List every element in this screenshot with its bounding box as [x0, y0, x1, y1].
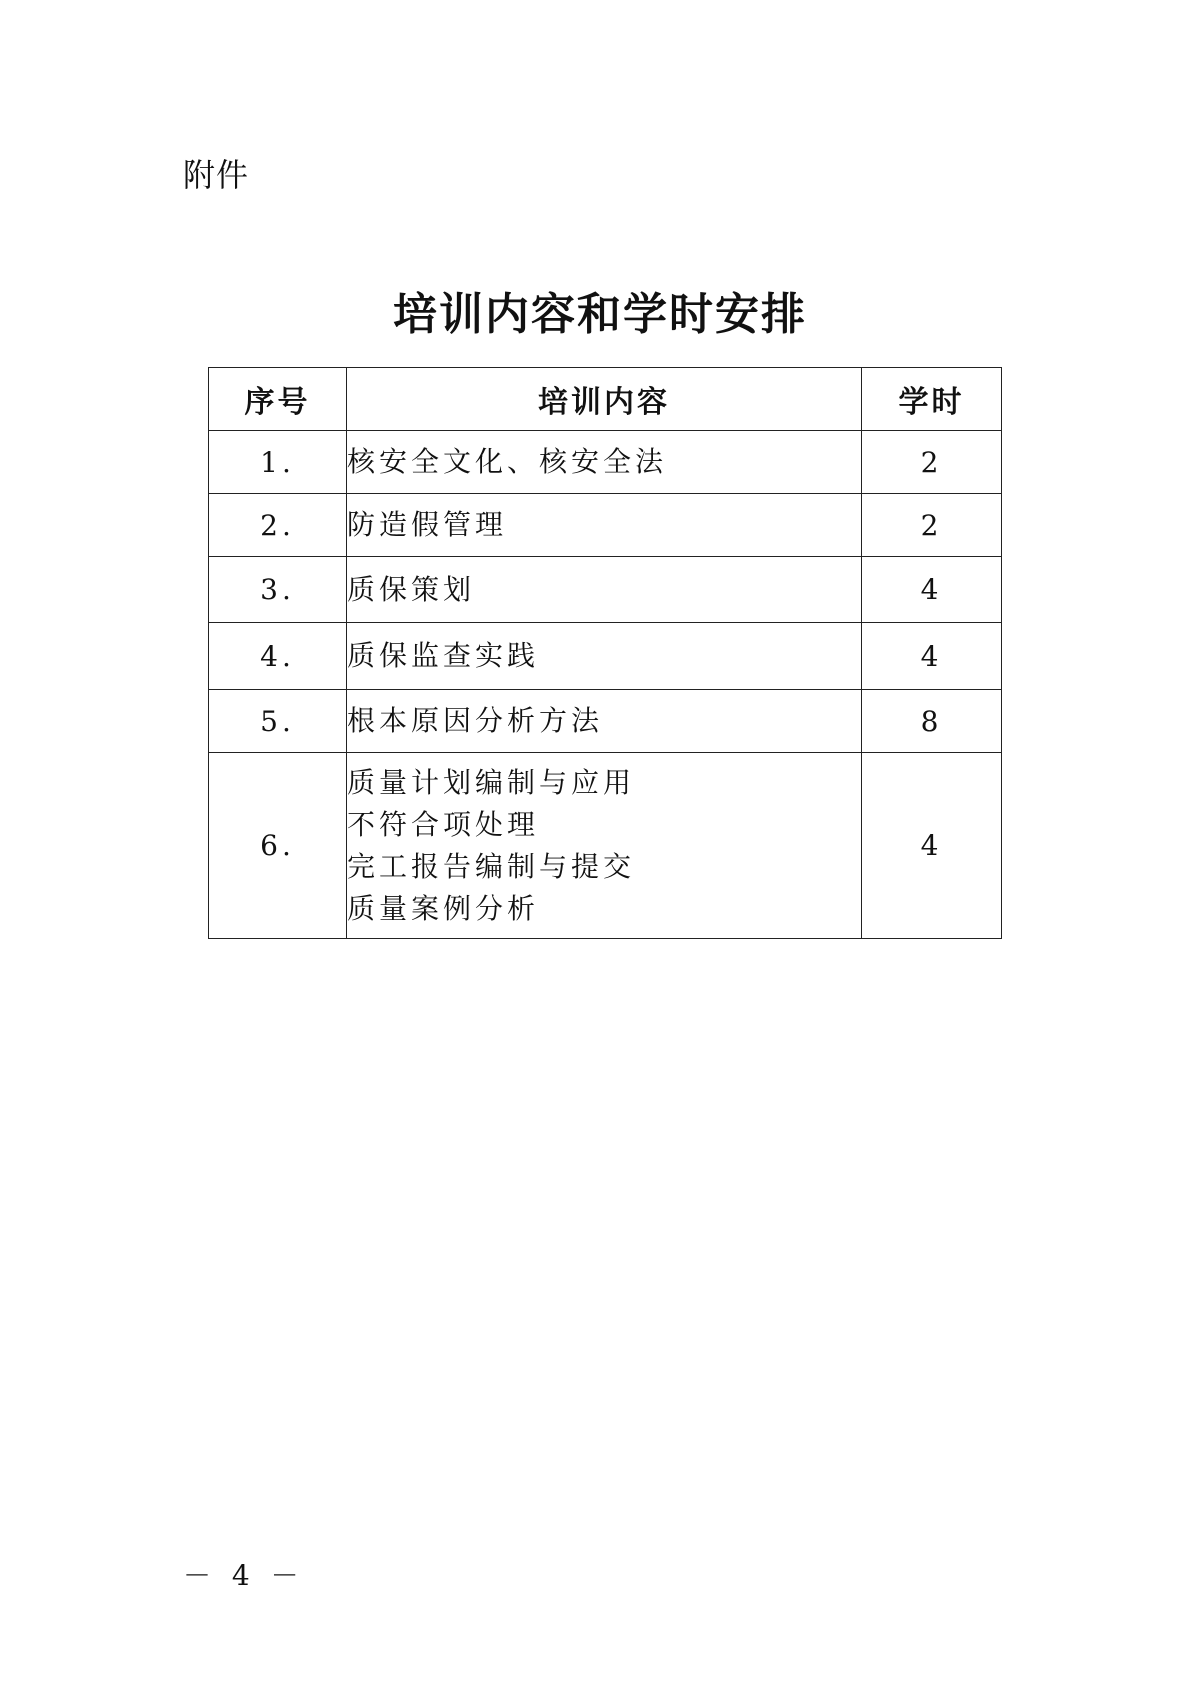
content-line: 根本原因分析方法: [347, 704, 604, 737]
row-hours: 2: [862, 494, 1002, 557]
row-hours: 4: [862, 557, 1002, 623]
row-hours: 8: [862, 690, 1002, 753]
row-number: 1.: [209, 431, 347, 494]
content-line: 质量案例分析: [347, 891, 540, 925]
document-title: 培训内容和学时安排: [393, 289, 807, 340]
row-number: 5.: [209, 690, 347, 753]
page-number: － 4 －: [183, 1559, 305, 1592]
content-line: 完工报告编制与提交: [347, 849, 636, 883]
row-content: [347, 494, 862, 557]
row-hours: 2: [862, 431, 1002, 494]
table-header-row: [209, 368, 1002, 431]
header-content: 培训内容: [347, 368, 862, 431]
content-line: 质保监查实践: [347, 639, 540, 672]
row-content: [347, 431, 862, 494]
table-row: [209, 690, 1002, 753]
table-row: [209, 753, 1002, 939]
content-line: 不符合项处理: [347, 807, 540, 841]
training-schedule-table: [208, 367, 1002, 939]
row-number: 3.: [209, 557, 347, 623]
header-hours: 学时: [862, 368, 1002, 431]
row-content: [347, 753, 862, 939]
row-number: 6.: [209, 753, 347, 939]
row-content: [347, 557, 862, 623]
content-line: 核安全文化、核安全法: [347, 445, 668, 478]
row-hours: 4: [862, 753, 1002, 939]
table-row: [209, 431, 1002, 494]
content-line: 质保策划: [347, 572, 476, 606]
content-line: 质量计划编制与应用: [347, 765, 636, 799]
table-row: [209, 623, 1002, 690]
row-content: [347, 623, 862, 690]
row-hours: 4: [862, 623, 1002, 690]
table-row: [209, 494, 1002, 557]
header-no: 序号: [209, 368, 347, 431]
row-number: 2.: [209, 494, 347, 557]
table-row: [209, 557, 1002, 623]
row-number: 4.: [209, 623, 347, 690]
attachment-label: 附件: [183, 156, 250, 194]
row-content: [347, 690, 862, 753]
content-line: 防造假管理: [347, 508, 508, 541]
